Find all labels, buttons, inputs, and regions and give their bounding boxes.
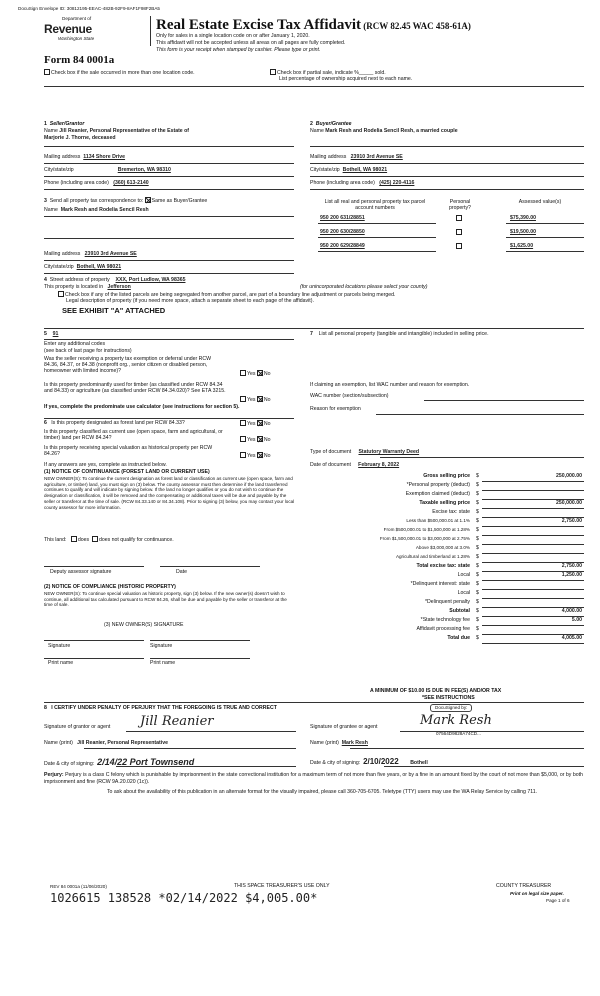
personal-col-header: Personal property? <box>449 199 471 212</box>
seller-phone-row: Phone (including area code) (360) 613-2140 <box>44 180 149 186</box>
sec6-q3-answer[interactable]: Yes No <box>240 452 271 459</box>
sec5-code-row: 5 91 <box>44 331 59 337</box>
tax-label: Local <box>457 572 470 578</box>
noc-text: NEW OWNER(S): To continue the current designation as forest land or classification as current use (open space, farm and agriculture, or timber) land, you must sign on (3) below. The county assessor must then determine if the land transferred continues to qualify and will indicate by signing below. If the land no longer qualifies or you do not wish to continue the designation or classification, it will be removed and the compensating or additional taxes will be due and payable by the seller or transferor at the time of sale. (RCW 84.33.140 or 84.34.108). Prior to signing (3) below, you may contact your local county assessor for more information. <box>44 476 295 510</box>
perjury-text: Perjury: Perjury is a class C felony which is punishable by imprisonment in the state correctional institution for a maximum term of not more than five years, or by a fine in an amount fixed by the court of not more than $5,000, or by both imprisonment and fine (RCW 9A.20.020 (1c)). <box>44 772 583 785</box>
sec6-q1: 6 Is this property designated as forest land per RCW 84.33? <box>44 420 185 426</box>
currency-symbol: $ <box>476 491 479 497</box>
tax-label: Subtotal <box>449 608 470 614</box>
seller-name-row: Name Jill Reanier, Personal Representative of the Estate of <box>44 128 190 134</box>
currency-symbol: $ <box>476 554 479 560</box>
tax-label: Above $3,000,000 at 3.0% <box>415 545 470 550</box>
sec5-q1: Was the seller receiving a property tax exemption or deferral under RCW 84.36, 84.37, or 84.38 (nonprofit org., senior citizen or disabled person, homeowner with limited income)? <box>44 356 212 375</box>
if-yes-note: If any answers are yes, complete as instructed below. <box>44 462 167 468</box>
unincorporated-note: (for unincorporated locations please select your county) <box>300 284 428 290</box>
tax-label: Exemption claimed (deduct) <box>405 491 470 497</box>
county-row: This property is located in Jefferson <box>44 284 131 290</box>
noc-title: (1) NOTICE OF CONTINUANCE (FOREST LAND OR CURRENT USE) <box>44 469 210 475</box>
tax-label: Total due <box>447 635 470 641</box>
exhibit-text: SEE EXHIBIT "A" ATTACHED <box>62 306 166 315</box>
parcel-number: 950 200 631/28851 <box>320 215 365 221</box>
list-pct-note: List percentage of ownership acquired next to each name. <box>279 76 413 82</box>
sec5-q1-answer[interactable]: Yes No <box>240 370 271 377</box>
buyer-city-row: City/state/zip Bothell, WA 98021 <box>310 167 388 173</box>
wac-label: WAC number (section/subsection) <box>310 393 389 399</box>
seller-city-row: City/state/zip Bremerton, WA 98310 <box>44 167 171 173</box>
currency-symbol: $ <box>476 572 479 578</box>
parcel-number: 950 200 629/28849 <box>320 243 365 249</box>
buyer-heading: 2 Buyer/Grantee <box>310 121 352 127</box>
exempt-label: If claiming an exemption, list WAC number and reason for exemption. <box>310 382 470 388</box>
header-line1: Only for sales in a single location code on or after January 1, 2020. <box>156 33 310 39</box>
currency-symbol: $ <box>476 527 479 533</box>
doc-type-row: Type of document Statutory Warranty Deed <box>310 449 420 455</box>
checkbox-icon[interactable] <box>44 69 50 75</box>
currency-symbol: $ <box>476 563 479 569</box>
currency-symbol: $ <box>476 545 479 551</box>
tax-value: 1,250.00 <box>561 572 582 578</box>
seller-heading: 1 Seller/Grantor <box>44 121 85 127</box>
personal-property-check[interactable] <box>456 229 463 237</box>
sec5-q2: Is this property predominantly used for timber (as classified under RCW 84.34 and 84.33) or agriculture (as classified under RCW 84.34.020)? See ETA 3215. <box>44 382 226 395</box>
page-number: Page 1 of 6 <box>546 898 570 903</box>
nocomp-text: NEW OWNER(S): To continue special valuation as historic property, sign (3) below. If the new owner(s) doesn't wish to continue, all additional tax calculated pursuant to RCW 84.26, shall be due and payable by the seller or transferor at the time of sale. <box>44 591 287 608</box>
tax-value: 2,750.00 <box>561 518 582 524</box>
buyer-phone-row: Phone (including area code) (425) 220-4116 <box>310 180 415 186</box>
form-title: Real Estate Excise Tax Affidavit (RCW 82.45 WAC 458-61A) <box>156 17 471 33</box>
sec6-q3: Is this property receiving special valuation as historical property per RCW 84.26? <box>44 445 213 458</box>
tax-label: *Personal property (deduct) <box>406 482 470 488</box>
tax-value: 5.00 <box>571 617 582 623</box>
deputy-date-label: Date <box>176 569 187 575</box>
docusign-id: 07564D9828A74CD... <box>436 731 481 736</box>
print-name-label: Print name <box>48 660 74 666</box>
see-instructions: *SEE INSTRUCTIONS <box>422 695 475 701</box>
signature-label: Signature <box>150 643 173 649</box>
deputy-sig-label: Deputy assessor signature <box>50 569 112 575</box>
buyer-addr-row: Mailing address 23910 3rd Avenue SE <box>310 154 403 160</box>
sec5-q2b: If yes, complete the predominate use calculator (see instructions for section 5). <box>44 404 240 410</box>
legal-size-note: Print on legal size paper. <box>510 891 564 896</box>
name-grantor-row: Name (print) Jill Reanier, Personal Representative <box>44 740 168 746</box>
assessed-value: $1,625.00 <box>510 243 534 249</box>
nocomp-title: (2) NOTICE OF COMPLIANCE (HISTORIC PROPERTY) <box>44 584 176 590</box>
currency-symbol: $ <box>476 590 479 596</box>
dor-logo: Department of Revenue Washington State <box>44 16 95 41</box>
cashier-stamp: 1026615 138528 *02/14/2022 $4,005.00* <box>50 891 318 905</box>
codes-note: (see back of last page for instructions) <box>44 348 132 354</box>
sec6-q2: Is this property classified as current use (open space, farm and agricultural, or timber) land per RCW 84.34? <box>44 429 223 442</box>
new-owner-sig-title: (3) NEW OWNER(S) SIGNATURE <box>104 622 184 628</box>
currency-symbol: $ <box>476 617 479 623</box>
county-treasurer: COUNTY TREASURER <box>496 883 552 889</box>
street-row: 4 Street address of property XXX, Port Ludlow, WA 98365 <box>44 277 186 283</box>
tax-value: 4,005.00 <box>561 635 582 641</box>
form-revision: REV 84 0001a (11/06/2020) <box>50 884 107 889</box>
tax-value: 250,000.00 <box>556 473 582 479</box>
corr-addr-row: Mailing address 23910 3rd Avenue SE <box>44 251 137 257</box>
sec6-q2-answer[interactable]: Yes No <box>240 436 271 443</box>
legal-desc-label: Legal description of property (if you need more space, attach a separate sheet to each page of the affidavit). <box>66 298 314 304</box>
form-number: Form 84 0001a <box>44 54 115 66</box>
assessed-col-header: Assessed value(s) <box>518 199 562 205</box>
currency-symbol: $ <box>476 581 479 587</box>
partial-sale-check[interactable]: Check box if partial sale, indicate %_____ sold. <box>270 69 386 76</box>
name-grantee-row: Name (print) Mark Resh <box>310 740 368 746</box>
seller-name2: Marjorie J. Thorne, deceased <box>44 135 116 141</box>
sig-grantee-label: Signature of grantee or agent <box>310 724 378 730</box>
currency-symbol: $ <box>476 473 479 479</box>
corr-city-row: City/state/zip Bothell, WA 98021 <box>44 264 122 270</box>
currency-symbol: $ <box>476 509 479 515</box>
tax-label: *State technology fee <box>420 617 470 623</box>
date-grantor-row: Date & city of signing: 2/14/22 Port Townsend <box>44 757 195 767</box>
currency-symbol: $ <box>476 626 479 632</box>
header-line3: This form is your receipt when stamped by cashier. Please type or print. <box>156 47 321 53</box>
docusigned-tag: DocuSigned by: <box>430 704 472 712</box>
parcel-number: 950 200 630/28850 <box>320 229 365 235</box>
corr-name-row: Name Mark Resh and Rodelia Sencil Resh <box>44 207 149 213</box>
multi-location-check[interactable]: Check box if the sale occurred in more than one location code. <box>44 69 195 76</box>
buyer-name-row: Name Mark Resh and Rodelia Sencil Resh, a married couple <box>310 128 458 134</box>
tax-label: From $1,500,000.01 to $3,000,000 at 2.75% <box>379 536 470 541</box>
header-line2: This affidavit will not be accepted unless all areas on all pages are fully completed. <box>156 40 346 46</box>
tax-value: 4,000.00 <box>561 608 582 614</box>
parcel-col-header: List all real and personal property tax parcel account numbers <box>324 199 426 212</box>
grantee-signature: Mark Resh <box>420 713 492 728</box>
tax-label: Agricultural and timberland at 1.28% <box>395 554 470 559</box>
currency-symbol: $ <box>476 599 479 605</box>
currency-symbol: $ <box>476 635 479 641</box>
checkbox-icon[interactable] <box>58 291 64 297</box>
treasurer-use-only: THIS SPACE TREASURER'S USE ONLY <box>234 883 330 889</box>
currency-symbol: $ <box>476 482 479 488</box>
grantor-signature: Jill Reanier <box>140 714 214 729</box>
tax-label: Local <box>457 590 470 596</box>
tax-label: Less than $500,000.01 at 1.1% <box>406 518 470 523</box>
currency-symbol: $ <box>476 536 479 542</box>
tax-label: Excise tax: state <box>432 509 470 515</box>
sec7-label: 7 List all personal property (tangible and intangible) included in selling price. <box>310 331 489 337</box>
tax-value: 250,000.00 <box>556 500 582 506</box>
envelope-id: DocuSign Envelope ID: 30812195-EEAC-482B-92F9-8AF1F98F2BA5 <box>18 6 160 11</box>
sec6-q1-answer[interactable]: Yes No <box>240 420 271 427</box>
personal-property-check[interactable] <box>456 243 463 251</box>
tax-label: *Delinquent penalty <box>425 599 470 605</box>
currency-symbol: $ <box>476 500 479 506</box>
codes-label: Enter any additional codes <box>44 341 106 347</box>
tax-label: *Delinquent interest: state <box>410 581 470 587</box>
personal-property-check[interactable] <box>456 215 463 223</box>
reason-label: Reason for exemption <box>310 406 361 412</box>
currency-symbol: $ <box>476 518 479 524</box>
tax-label: Gross selling price <box>423 473 470 479</box>
correspondence-row: 3 Send all property tax correspondence to: Same as Buyer/Grantee <box>44 198 208 204</box>
seller-addr-row: Mailing address 1134 Shore Drive <box>44 154 126 160</box>
accessibility-note: To ask about the availability of this publication in an alternate format for the visually impaired, please call 360-705-6705. Teletype (TTY) users may use the WA Relay Service by calling 711. <box>106 789 538 795</box>
assessed-value: $75,390.00 <box>510 215 536 221</box>
sig-grantor-label: Signature of grantor or agent <box>44 724 111 730</box>
checked-box-icon[interactable] <box>145 197 151 203</box>
assessed-value: $19,500.00 <box>510 229 536 235</box>
certify-row: 8 I CERTIFY UNDER PENALTY OF PERJURY THAT THE FOREGOING IS TRUE AND CORRECT <box>44 705 277 711</box>
tax-label: Affidavit processing fee <box>416 626 470 632</box>
print-name-label: Print name <box>150 660 176 666</box>
checkbox-icon[interactable] <box>270 69 276 75</box>
tax-label: From $500,000.01 to $1,500,000 at 1.28% <box>383 527 470 532</box>
doc-date-row: Date of document February 8, 2022 <box>310 462 400 468</box>
signature-label: Signature <box>48 643 71 649</box>
sec5-q2-answer[interactable]: Yes No <box>240 396 271 403</box>
segregated-check[interactable]: Check box if any of the listed parcels are being segregated from another parcel, are part of a boundary line adjustment or parcels being merged. <box>58 291 395 298</box>
minimum-note: A MINIMUM OF $10.00 IS DUE IN FEE(S) AND/OR TAX <box>370 688 502 694</box>
tax-label: Taxable selling price <box>419 500 470 506</box>
this-land-row: This land: does does not qualify for continuance. <box>44 537 174 543</box>
date-grantee-row: Date & city of signing: 2/10/2022 Bothell <box>310 757 428 766</box>
tax-value: 2,750.00 <box>561 563 582 569</box>
currency-symbol: $ <box>476 608 479 614</box>
tax-label: Total excise tax: state <box>416 563 470 569</box>
